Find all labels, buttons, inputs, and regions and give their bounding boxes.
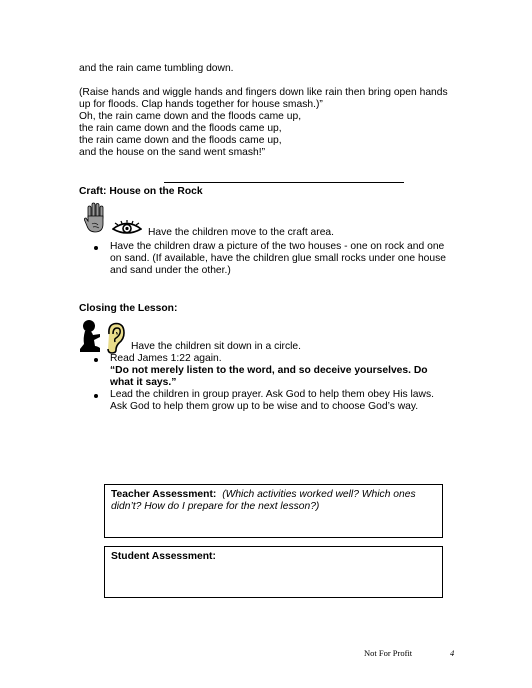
intro-line: and the house on the sand went smash!” [79, 147, 266, 158]
scripture-verse: “Do not merely listen to the word, and so deceive yourselves. Do [110, 365, 428, 376]
craft-heading: Craft: House on the Rock [79, 186, 203, 197]
bullet-marker [94, 394, 98, 398]
intro-line: (Raise hands and wiggle hands and fingers down like rain then bring open hands [79, 87, 448, 98]
praying-child-icon [80, 320, 102, 353]
eye-icon [112, 220, 142, 236]
teacher-assessment-question: didn’t? How do I prepare for the next lesson?) [111, 501, 320, 512]
scripture-verse: what it says.” [110, 377, 177, 388]
intro-line: the rain came down and the floods came up, [79, 135, 282, 146]
bullet-marker [94, 246, 98, 250]
closing-bullet-line: Ask God to help them grow up to be wise and to choose God’s way. [110, 401, 419, 412]
closing-instruction: Have the children sit down in a circle. [131, 341, 301, 352]
footer-text: Not For Profit [364, 648, 413, 658]
student-assessment-box[interactable] [104, 546, 443, 598]
ear-icon [104, 322, 126, 354]
page-number: 4 [450, 648, 455, 658]
craft-bullet-line: Have the children draw a picture of the two houses - one on rock and one [110, 241, 445, 252]
closing-heading: Closing the Lesson: [79, 303, 178, 314]
craft-bullet-line: and sand under the other.) [110, 265, 231, 276]
intro-line: and the rain came tumbling down. [79, 63, 234, 74]
bullet-marker [94, 358, 98, 362]
teacher-assessment-label: Teacher Assessment: [111, 489, 217, 500]
craft-instruction: Have the children move to the craft area. [148, 227, 335, 238]
student-assessment-label: Student Assessment: [111, 551, 216, 562]
intro-line: the rain came down and the floods came up, [79, 123, 282, 134]
craft-bullet-line: on sand. (If available, have the children glue small rocks under one house [110, 253, 446, 264]
hand-icon [84, 202, 108, 234]
closing-bullet-line: Lead the children in group prayer. Ask God to help them obey His laws. [110, 389, 434, 400]
intro-line: Oh, the rain came down and the floods came up, [79, 111, 302, 122]
teacher-assessment-question: (Which activities worked well? Which ones [222, 489, 416, 500]
teacher-assessment-box[interactable] [104, 484, 443, 538]
section-divider [164, 182, 404, 183]
closing-bullet-line: Read James 1:22 again. [110, 353, 222, 364]
intro-line: up for floods. Clap hands together for house smash.)” [79, 99, 323, 110]
